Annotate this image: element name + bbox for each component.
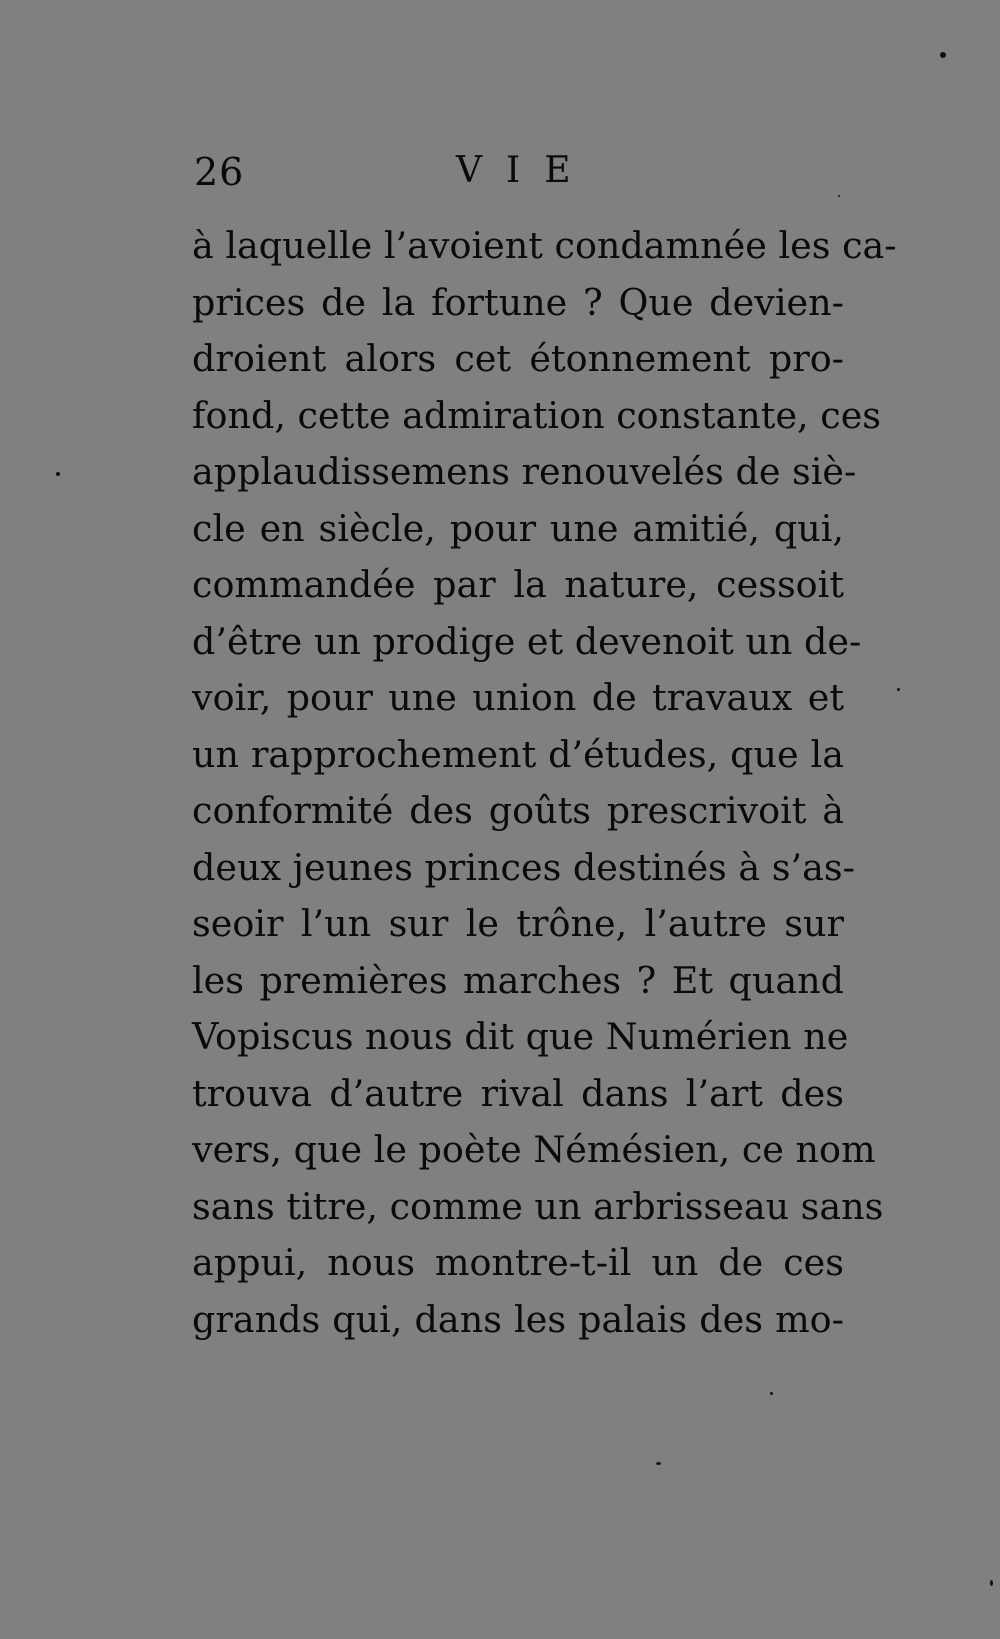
text-line: commandée par la nature, cessoit [192,563,844,606]
text-line: sans titre, comme un arbrisseau sans [192,1184,884,1228]
text-line: d’être un prodige et devenoit un de- [192,619,862,663]
page-number: 26 [194,150,245,194]
text-line: à laquelle l’avoient condamnée les ca- [192,224,897,267]
text-line: voir, pour une union de travaux et [192,676,844,719]
scan-speck [770,1392,773,1395]
scan-speck [838,195,840,197]
text-line: grands qui, dans les palais des mo- [192,1297,844,1341]
text-line: prices de la fortune ? Que devien- [192,280,844,324]
text-line: un rapprochement d’études, que la [192,732,844,776]
scan-speck [656,1462,661,1465]
text-line: les premières marches ? Et quand [192,958,844,1002]
running-title: VIE [456,150,595,191]
scan-speck [990,1580,993,1586]
text-line: Vopiscus nous dit que Numérien ne [192,1015,849,1058]
text-line: trouva d’autre rival dans l’art des [192,1071,844,1115]
scan-speck [56,472,60,476]
text-line: seoir l’un sur le trône, l’autre sur [192,902,844,945]
body-text [192,218,897,1348]
text-line: cle en siècle, pour une amitié, qui, [192,506,844,550]
running-head [190,150,850,210]
text-line: vers, que le poète Némésien, ce nom [192,1128,876,1171]
text-line: droient alors cet étonnement pro- [192,337,844,380]
text-line: conformité des goûts prescrivoit à [192,789,844,832]
text-line: applaudissemens renouvelés de siè- [192,450,857,493]
text-line: fond, cette admiration constante, ces [192,393,882,437]
text-line: appui, nous montre-t-il un de ces [192,1241,844,1284]
scan-speck [897,688,900,691]
scan-speck [940,52,946,58]
text-line: deux jeunes princes destinés à s’as- [192,845,855,889]
